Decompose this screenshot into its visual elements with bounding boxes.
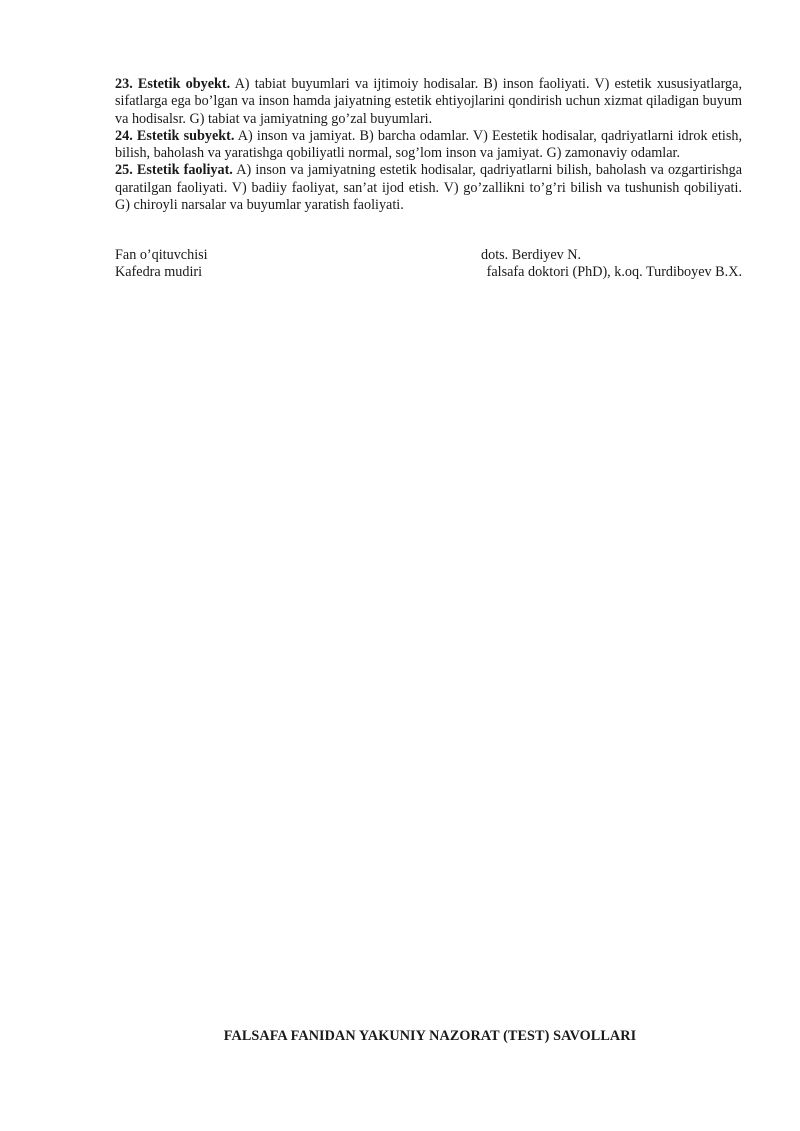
signature-row-head: [115, 264, 742, 281]
question-number: 23: [115, 76, 130, 92]
question-options: A) inson va jamiyatning estetik hodisalar, qadriyatlarni bilish, baholash va ozgartirishga qaratilgan faoliyati. V) badiiy faoliyat, san’at ijod etish. V) go’zallikni to’g’ri bilish va tushunish qobiliyati. G) chiroyli narsalar va buyumlar yaratish faoliyati.: [115, 162, 743, 214]
question-term: Estetik faoliyat.: [136, 162, 233, 179]
question-item: 23. Estetik obyekt. A) tabiat buyumlari va ijtimoiy hodisalar. B) inson faoliyati. V) estetik xususiyatlarga, sifatlarga ega bo’lgan va inson hamda jaiyatning estetik ehtiyojlarini qondirish uchun xizmat qiladigan buyum va hodisalsr. G) tabiat va jamiyatning go’zal buyumlari.: [115, 76, 742, 127]
section-title: FALSAFA FANIDAN YAKUNIY NAZORAT (TEST) SAVOLLARI: [223, 1028, 637, 1044]
head-name: falsafa doktori (PhD), k.oq. Turdiboyev B.X.: [486, 264, 742, 281]
signature-row-teacher: [115, 247, 742, 264]
question-options: A) inson va jamiyat. B) barcha odamlar. V) Eestetik hodisalar, qadriyatlarni idrok etish, bilish, baholash va yaratishga qobiliyatli normal, sog’lom inson va jamiyat. G) zamonaviy odamlar.: [115, 127, 743, 162]
head-role: Kafedra mudiri: [115, 264, 203, 281]
teacher-name: dots. Berdiyev N.: [481, 247, 582, 263]
signature-block: [115, 247, 742, 282]
teacher-role: Fan o’qituvchisi: [115, 247, 208, 263]
question-options: A) tabiat buyumlari va ijtimoiy hodisalar. B) inson faoliyati. V) estetik xususiyatlarga, sifatlarga ega bo’lgan va inson hamda jaiyatning estetik ehtiyojlarini qondirish uchun xizmat qiladigan buyum va hodisalsr. G) tabiat va jamiyatning go’zal buyumlari.: [115, 76, 742, 127]
question-number: 24: [115, 127, 130, 144]
question-item: 24. Estetik subyekt. A) inson va jamiyat. B) barcha odamlar. V) Eestetik hodisalar, qadriyatlarni idrok etish, bilish, baholash va yaratishga qobiliyatli normal, sog’lom inson va jamiyat. G) zamonaviy odamlar.: [115, 127, 743, 162]
question-term: Estetik subyekt.: [136, 127, 235, 144]
question-list: [115, 76, 742, 214]
question-term: Estetik obyekt.: [137, 76, 231, 92]
question-item: 25. Estetik faoliyat. A) inson va jamiyatning estetik hodisalar, qadriyatlarni bilish, baholash va ozgartirishga qaratilgan faoliyati. V) badiiy faoliyat, san’at ijod etish. V) go’zallikni to’g’ri bilish va tushunish qobiliyati. G) chiroyli narsalar va buyumlar yaratish faoliyati.: [115, 162, 743, 214]
question-number: 25: [115, 162, 130, 179]
